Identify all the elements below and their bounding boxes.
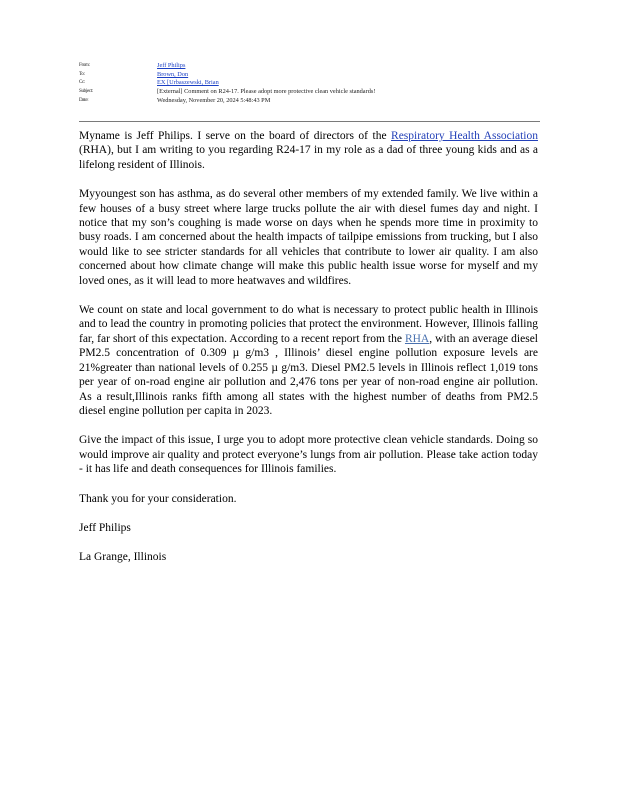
email-header: [79, 62, 539, 105]
rha-report-link[interactable]: RHA: [404, 332, 430, 345]
header-date-row: [79, 97, 539, 106]
date-text: Wednesday, November 20, 2024 5:48:43 PM: [157, 96, 271, 104]
to-recipient-link[interactable]: Brown, Don: [157, 70, 189, 78]
government-text-end: , with an average diesel PM2.5 concentration of 0.309 µ g/m3 , Illinois’ diesel engine pollution exposure levels are 21%greater than national levels of 0.255 µ g/m3. Diesel PM2.5 levels in Illinois reflect 1,019 tons per year of on-road engine air pollution and 2,476 tons per year of non-road engine air pollution. As a result,Illinois ranks fifth among all states with the highest number of deaths from PM2.5 diesel engine pollution per capita in 2023.: [79, 332, 538, 417]
paragraph-request: Give the impact of this issue, I urge you to adopt more protective clean vehicle standards. Doing so would improve air quality and protect everyone’s lungs from air pollution. Please take action today - it has life and death consequences for Illinois families.: [79, 434, 538, 476]
cc-label: Cc:: [79, 80, 86, 86]
intro-text-end: (RHA), but I am writing to you regarding R24-17 in my role as a dad of three young kids and as a lifelong resident of Illinois.: [79, 144, 538, 171]
header-subject-row: [79, 88, 539, 97]
header-cc-row: [79, 79, 539, 88]
from-label: From:: [79, 63, 90, 68]
subject-text: [External] Comment on R24-17. Please adopt more protective clean vehicle standards!: [157, 88, 376, 96]
date-label: Date:: [79, 97, 89, 103]
subject-label: Subject:: [79, 89, 93, 95]
header-to-row: [79, 71, 539, 80]
header-divider: [79, 121, 540, 122]
cc-recipient-link[interactable]: EX [Urbaszewski, Brian: [157, 79, 219, 87]
signature-location: La Grange, Illinois: [79, 551, 167, 564]
paragraph-intro: [79, 129, 538, 172]
header-from-row: [79, 62, 539, 71]
intro-text-start: Myname is Jeff Philips. I serve on the board of directors of the: [79, 130, 392, 142]
paragraph-asthma: Myyoungest son has asthma, as do several other members of my extended family. We live within a few houses of a busy street where large trucks pollute the air with diesel fumes day and night. I notice that my son’s coughing is made worse on days when he spends more time in proximity to busy roads. I am concerned about the health impacts of tailpipe emissions from trucking, but I also would like to see stricter standards for all vehicles that contribute to lower air quality. I am also concerned about how climate change will make this public health issue worse for myself and my loved ones, as it will lead to more heatwaves and wildfires.: [79, 188, 538, 287]
government-text-start: We count on state and local government to do what is necessary to protect public health in Illinois and to lead the country in promoting policies that protect the environment. However, Illinois falling far, far short of this expectation. According to a recent report from the: [79, 304, 538, 345]
signature-name: Jeff Philips: [79, 521, 131, 534]
from-sender-link[interactable]: Jeff Philips: [157, 62, 186, 69]
rha-website-link[interactable]: Respiratory Health Association: [391, 130, 538, 142]
email-body: [79, 129, 538, 580]
to-label: To:: [79, 71, 85, 77]
paragraph-government: [79, 303, 538, 418]
paragraph-thanks: Thank you for your consideration.: [79, 492, 237, 505]
